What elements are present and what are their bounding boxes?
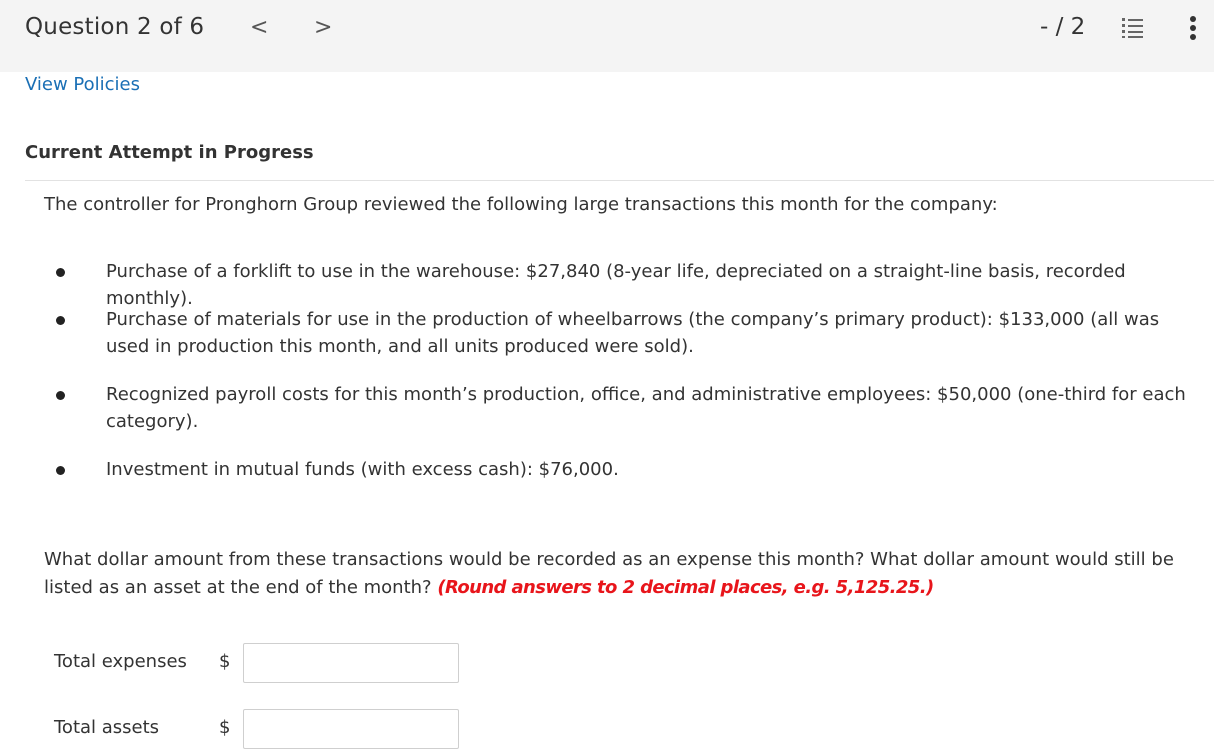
transaction-text: Recognized payroll costs for this month’s production, office, and administrative employees: $50,000 (one-third for each category).	[106, 384, 1186, 432]
numbered-list-icon[interactable]	[1122, 17, 1144, 39]
total-expenses-label: Total expenses	[54, 651, 187, 672]
question-text: What dollar amount from these transactions would be recorded as an expense this month? What dollar amount would still be listed as an asset at the end of the month?	[44, 549, 1174, 598]
question-counter: Question 2 of 6	[25, 14, 205, 40]
transaction-text: Purchase of a forklift to use in the warehouse: $27,840 (8-year life, depreciated on a straight-line basis, recorded monthly).	[106, 261, 1126, 309]
question-prompt	[44, 546, 1206, 602]
question-header	[0, 0, 1214, 72]
rounding-hint: (Round answers to 2 decimal places, e.g. 5,125.25.)	[437, 577, 934, 598]
section-divider	[25, 180, 1214, 181]
dollar-sign: $	[219, 651, 231, 672]
question-intro: The controller for Pronghorn Group reviewed the following large transactions this month for the company:	[44, 194, 998, 215]
attempt-status-heading: Current Attempt in Progress	[25, 142, 314, 163]
view-policies-link[interactable]: View Policies	[25, 74, 141, 95]
total-expenses-input[interactable]	[243, 643, 459, 683]
bullet-icon	[56, 316, 65, 325]
bullet-icon	[56, 268, 65, 277]
transaction-text: Investment in mutual funds (with excess cash): $76,000.	[106, 459, 619, 480]
total-assets-input[interactable]	[243, 709, 459, 749]
dollar-sign: $	[219, 717, 231, 738]
total-assets-label: Total assets	[54, 717, 160, 738]
bullet-icon	[56, 466, 65, 475]
score-display: - / 2	[1040, 14, 1086, 40]
next-question-button[interactable]: >	[314, 15, 333, 40]
more-vertical-icon[interactable]	[1186, 14, 1200, 42]
previous-question-button[interactable]: <	[250, 15, 269, 40]
transaction-text: Purchase of materials for use in the production of wheelbarrows (the company’s primary product): $133,000 (all was used in production this month, and all units produced were sold).	[106, 309, 1160, 357]
bullet-icon	[56, 391, 65, 400]
